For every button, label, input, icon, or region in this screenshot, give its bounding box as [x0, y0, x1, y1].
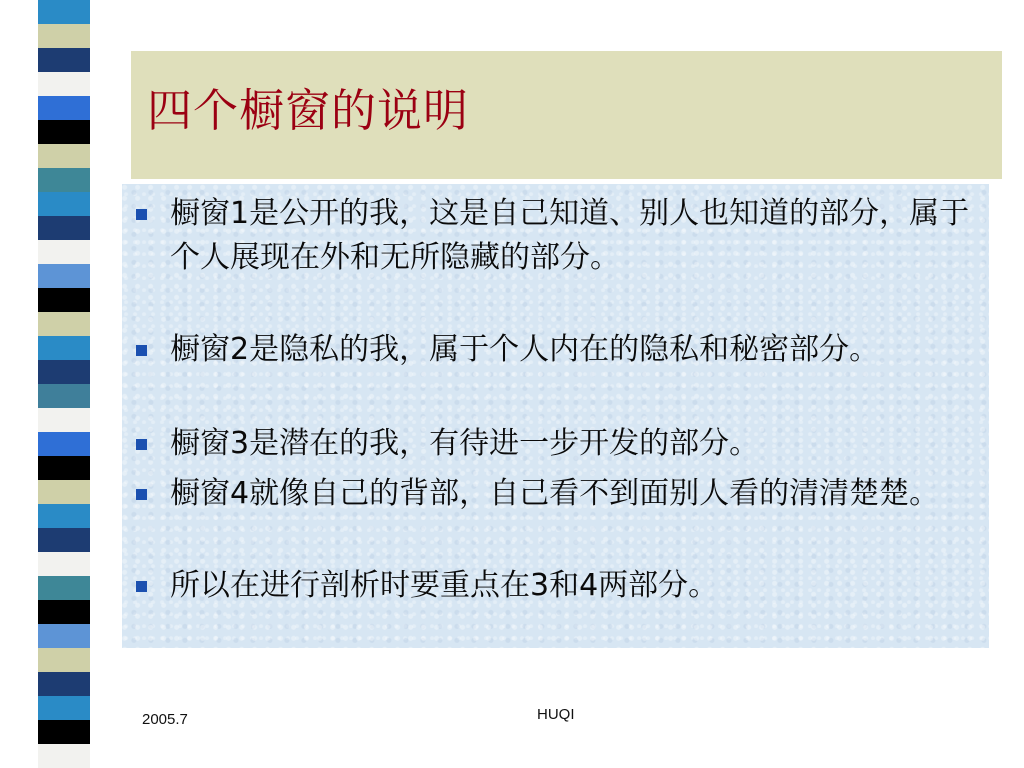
- decorative-stripe: [38, 0, 90, 768]
- stripe-band: [38, 144, 90, 168]
- square-bullet-icon: [136, 489, 147, 500]
- stripe-band: [38, 264, 90, 288]
- bullet-text: 橱窗3是潜在的我，有待进一步开发的部分。: [170, 426, 760, 461]
- stripe-band: [38, 552, 90, 576]
- content-box: [122, 184, 989, 648]
- square-bullet-icon: [136, 209, 147, 220]
- stripe-band: [38, 672, 90, 696]
- stripe-band: [38, 624, 90, 648]
- square-bullet-icon: [136, 581, 147, 592]
- stripe-band: [38, 504, 90, 528]
- bullet-item: [136, 422, 976, 466]
- stripe-band: [38, 48, 90, 72]
- bullet-text: 所以在进行剖析时要重点在3和4两部分。: [170, 568, 719, 603]
- stripe-band: [38, 72, 90, 96]
- stripe-band: [38, 360, 90, 384]
- bullet-item: [136, 564, 976, 608]
- bullet-item: [136, 328, 976, 372]
- stripe-band: [38, 600, 90, 624]
- bullet-text: 橱窗2是隐私的我，属于个人内在的隐私和秘密部分。: [170, 332, 880, 367]
- square-bullet-icon: [136, 345, 147, 356]
- stripe-band: [38, 24, 90, 48]
- stripe-band: [38, 192, 90, 216]
- stripe-band: [38, 744, 90, 768]
- bullet-text: 橱窗4就像自己的背部，自己看不到面别人看的清清楚楚。: [170, 476, 940, 511]
- bullet-item: [136, 472, 976, 516]
- stripe-band: [38, 576, 90, 600]
- stripe-band: [38, 384, 90, 408]
- square-bullet-icon: [136, 439, 147, 450]
- stripe-band: [38, 240, 90, 264]
- stripe-band: [38, 216, 90, 240]
- stripe-band: [38, 480, 90, 504]
- stripe-band: [38, 456, 90, 480]
- stripe-band: [38, 288, 90, 312]
- stripe-band: [38, 648, 90, 672]
- stripe-band: [38, 0, 90, 24]
- bullet-item: [136, 192, 976, 280]
- slide-title: 四个橱窗的说明: [147, 84, 470, 137]
- stripe-band: [38, 120, 90, 144]
- title-box: [131, 51, 1002, 179]
- stripe-band: [38, 408, 90, 432]
- stripe-band: [38, 432, 90, 456]
- stripe-band: [38, 528, 90, 552]
- stripe-band: [38, 168, 90, 192]
- stripe-band: [38, 336, 90, 360]
- footer-date: 2005.7: [142, 711, 188, 728]
- stripe-band: [38, 696, 90, 720]
- stripe-band: [38, 312, 90, 336]
- stripe-band: [38, 96, 90, 120]
- bullet-text: 橱窗1是公开的我，这是自己知道、别人也知道的部分，属于个人展现在外和无所隐藏的部分。: [170, 196, 970, 275]
- stripe-band: [38, 720, 90, 744]
- footer-author: HUQI: [537, 706, 575, 723]
